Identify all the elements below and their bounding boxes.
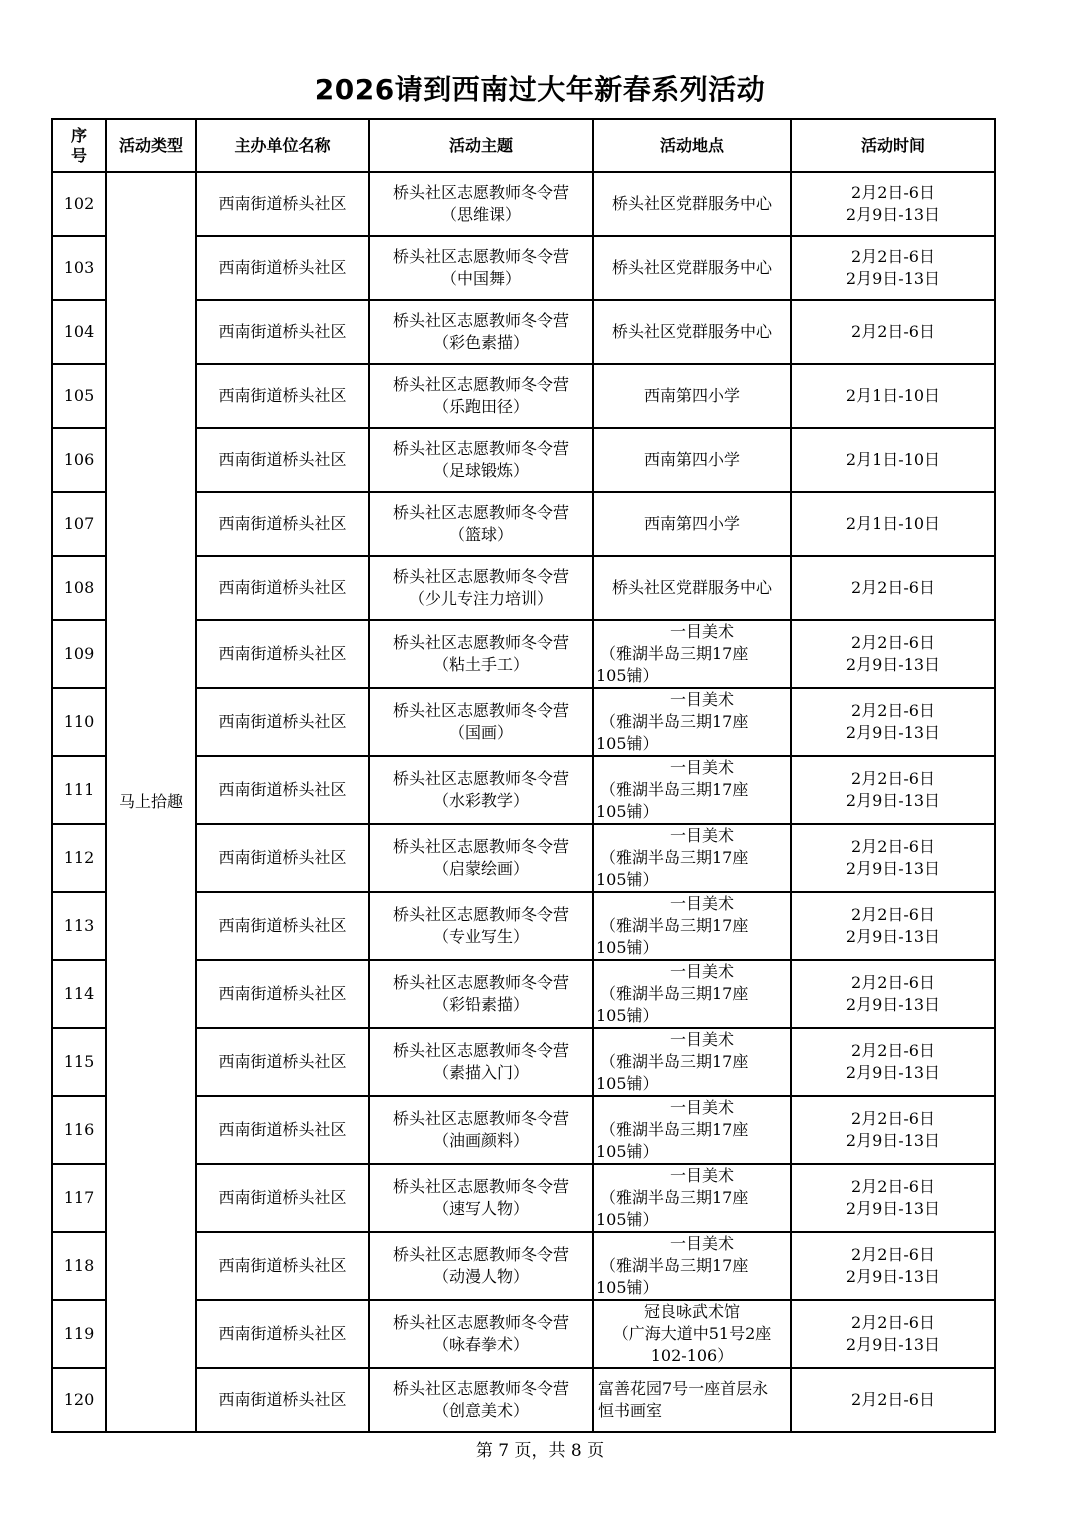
row-number: 113 xyxy=(52,892,106,960)
theme-line-1: 桥头社区志愿教师冬令营 xyxy=(392,567,569,586)
header-time: 活动时间 xyxy=(791,119,995,172)
organizer-cell: 西南街道桥头社区 xyxy=(196,1164,369,1232)
location-line-2: （雅湖半岛三期17座 xyxy=(600,1256,749,1275)
time-cell xyxy=(791,1096,995,1164)
theme-line-1: 桥头社区志愿教师冬令营 xyxy=(392,1313,569,1332)
organizer-cell: 西南街道桥头社区 xyxy=(196,1232,369,1300)
theme-line-1: 桥头社区志愿教师冬令营 xyxy=(392,1109,569,1128)
theme-line-2: （彩铅素描） xyxy=(432,995,529,1014)
time-line-2: 2月9日-13日 xyxy=(845,1199,941,1218)
row-number: 120 xyxy=(52,1368,106,1432)
header-type: 活动类型 xyxy=(106,119,196,172)
time-line-1: 2月1日-10日 xyxy=(845,450,941,469)
location-cell xyxy=(593,172,791,236)
location-line-2: （雅湖半岛三期17座 xyxy=(600,1052,749,1071)
row-number: 108 xyxy=(52,556,106,620)
theme-cell xyxy=(369,1096,593,1164)
time-cell xyxy=(791,756,995,824)
location-cell xyxy=(593,1096,791,1164)
time-cell xyxy=(791,1028,995,1096)
time-line-2: 2月9日-13日 xyxy=(845,205,941,224)
time-cell xyxy=(791,620,995,688)
organizer-cell: 西南街道桥头社区 xyxy=(196,688,369,756)
theme-line-2: （启蒙绘画） xyxy=(432,859,529,878)
location-cell xyxy=(593,960,791,1028)
row-number: 111 xyxy=(52,756,106,824)
location-line-2: （雅湖半岛三期17座 xyxy=(600,644,749,663)
theme-line-1: 桥头社区志愿教师冬令营 xyxy=(392,1245,569,1264)
location-line-1: 一目美术 xyxy=(669,758,734,777)
location-line-1: 西南第四小学 xyxy=(643,450,740,469)
header-seq xyxy=(52,119,106,172)
organizer-cell: 西南街道桥头社区 xyxy=(196,236,369,300)
header-location: 活动地点 xyxy=(593,119,791,172)
table-row xyxy=(52,172,995,236)
location-line-1: 一目美术 xyxy=(669,962,734,981)
time-line-1: 2月2日-6日 xyxy=(851,837,935,856)
theme-line-2: （足球锻炼） xyxy=(432,461,529,480)
organizer-cell: 西南街道桥头社区 xyxy=(196,364,369,428)
organizer-cell: 西南街道桥头社区 xyxy=(196,1300,369,1368)
theme-cell xyxy=(369,364,593,428)
row-number: 109 xyxy=(52,620,106,688)
location-line-1: 富善花园7号一座首层永 xyxy=(598,1379,769,1398)
time-line-1: 2月2日-6日 xyxy=(851,578,935,597)
theme-cell xyxy=(369,620,593,688)
location-cell xyxy=(593,1164,791,1232)
location-line-2: （雅湖半岛三期17座 xyxy=(600,712,749,731)
location-line-3: 105铺） xyxy=(596,938,659,957)
location-cell xyxy=(593,1300,791,1368)
location-cell xyxy=(593,892,791,960)
theme-cell xyxy=(369,1368,593,1432)
time-line-2: 2月9日-13日 xyxy=(845,1335,941,1354)
theme-line-1: 桥头社区志愿教师冬令营 xyxy=(392,183,569,202)
time-line-1: 2月2日-6日 xyxy=(851,769,935,788)
location-cell xyxy=(593,1368,791,1432)
time-cell xyxy=(791,300,995,364)
theme-cell xyxy=(369,428,593,492)
theme-line-2: （水彩教学） xyxy=(432,791,529,810)
location-line-1: 冠良咏武术馆 xyxy=(643,1302,740,1321)
organizer-cell: 西南街道桥头社区 xyxy=(196,556,369,620)
row-number: 105 xyxy=(52,364,106,428)
row-number: 104 xyxy=(52,300,106,364)
time-cell xyxy=(791,364,995,428)
time-line-1: 2月2日-6日 xyxy=(851,1041,935,1060)
theme-cell xyxy=(369,892,593,960)
theme-line-1: 桥头社区志愿教师冬令营 xyxy=(392,633,569,652)
time-cell xyxy=(791,1368,995,1432)
location-line-3: 105铺） xyxy=(596,666,659,685)
location-line-1: 一目美术 xyxy=(669,1234,734,1253)
time-line-1: 2月2日-6日 xyxy=(851,322,935,341)
row-number: 116 xyxy=(52,1096,106,1164)
time-cell xyxy=(791,1164,995,1232)
theme-line-1: 桥头社区志愿教师冬令营 xyxy=(392,375,569,394)
location-line-2: （雅湖半岛三期17座 xyxy=(600,780,749,799)
theme-cell xyxy=(369,556,593,620)
activity-type-cell: 马上拾趣 xyxy=(106,172,196,1432)
row-number: 117 xyxy=(52,1164,106,1232)
row-number: 115 xyxy=(52,1028,106,1096)
time-line-1: 2月2日-6日 xyxy=(851,1109,935,1128)
time-cell xyxy=(791,688,995,756)
location-line-2: （雅湖半岛三期17座 xyxy=(600,848,749,867)
organizer-cell: 西南街道桥头社区 xyxy=(196,428,369,492)
theme-line-2: （少儿专注力培训） xyxy=(408,589,553,608)
location-line-3: 105铺） xyxy=(596,1142,659,1161)
location-line-1: 一目美术 xyxy=(669,894,734,913)
theme-line-2: （油画颜料） xyxy=(432,1131,529,1150)
time-cell xyxy=(791,428,995,492)
location-cell xyxy=(593,1232,791,1300)
location-line-3: 105铺） xyxy=(596,1210,659,1229)
theme-line-1: 桥头社区志愿教师冬令营 xyxy=(392,439,569,458)
time-line-2: 2月9日-13日 xyxy=(845,269,941,288)
header-organizer: 主办单位名称 xyxy=(196,119,369,172)
time-line-1: 2月2日-6日 xyxy=(851,1313,935,1332)
organizer-cell: 西南街道桥头社区 xyxy=(196,492,369,556)
theme-line-2: （中国舞） xyxy=(440,269,521,288)
theme-cell xyxy=(369,688,593,756)
row-number: 110 xyxy=(52,688,106,756)
time-cell xyxy=(791,824,995,892)
theme-cell xyxy=(369,492,593,556)
time-line-2: 2月9日-13日 xyxy=(845,1131,941,1150)
activity-table xyxy=(51,118,996,1433)
time-line-1: 2月2日-6日 xyxy=(851,633,935,652)
time-line-2: 2月9日-13日 xyxy=(845,859,941,878)
location-cell xyxy=(593,620,791,688)
organizer-cell: 西南街道桥头社区 xyxy=(196,1368,369,1432)
theme-cell xyxy=(369,756,593,824)
time-line-2: 2月9日-13日 xyxy=(845,791,941,810)
location-cell xyxy=(593,756,791,824)
time-line-2: 2月9日-13日 xyxy=(845,655,941,674)
organizer-cell: 西南街道桥头社区 xyxy=(196,960,369,1028)
theme-cell xyxy=(369,172,593,236)
time-cell xyxy=(791,1232,995,1300)
organizer-cell: 西南街道桥头社区 xyxy=(196,892,369,960)
location-line-3: 105铺） xyxy=(596,734,659,753)
location-cell xyxy=(593,1028,791,1096)
theme-line-2: （思维课） xyxy=(440,205,521,224)
time-line-2: 2月9日-13日 xyxy=(845,995,941,1014)
time-line-1: 2月2日-6日 xyxy=(851,1390,935,1409)
location-line-2: （雅湖半岛三期17座 xyxy=(600,1188,749,1207)
theme-line-2: （彩色素描） xyxy=(432,333,529,352)
theme-cell xyxy=(369,236,593,300)
location-line-1: 桥头社区党群服务中心 xyxy=(611,322,772,341)
location-line-1: 桥头社区党群服务中心 xyxy=(611,578,772,597)
time-line-2: 2月9日-13日 xyxy=(845,723,941,742)
location-cell xyxy=(593,236,791,300)
location-line-1: 一目美术 xyxy=(669,690,734,709)
theme-cell xyxy=(369,1232,593,1300)
time-line-2: 2月9日-13日 xyxy=(845,927,941,946)
theme-cell xyxy=(369,824,593,892)
theme-cell xyxy=(369,960,593,1028)
time-line-1: 2月2日-6日 xyxy=(851,183,935,202)
theme-line-1: 桥头社区志愿教师冬令营 xyxy=(392,247,569,266)
location-line-1: 桥头社区党群服务中心 xyxy=(611,258,772,277)
location-line-1: 一目美术 xyxy=(669,1030,734,1049)
location-line-3: 102-106） xyxy=(650,1346,734,1365)
time-cell xyxy=(791,960,995,1028)
organizer-cell: 西南街道桥头社区 xyxy=(196,1096,369,1164)
time-line-1: 2月2日-6日 xyxy=(851,1177,935,1196)
row-number: 106 xyxy=(52,428,106,492)
time-line-2: 2月9日-13日 xyxy=(845,1267,941,1286)
time-cell xyxy=(791,172,995,236)
theme-line-1: 桥头社区志愿教师冬令营 xyxy=(392,1177,569,1196)
location-cell xyxy=(593,556,791,620)
theme-line-2: （咏春拳术） xyxy=(432,1335,529,1354)
theme-line-1: 桥头社区志愿教师冬令营 xyxy=(392,837,569,856)
theme-cell xyxy=(369,300,593,364)
time-line-1: 2月2日-6日 xyxy=(851,247,935,266)
theme-line-2: （篮球） xyxy=(448,525,513,544)
theme-line-2: （国画） xyxy=(448,723,513,742)
location-line-3: 105铺） xyxy=(596,802,659,821)
location-line-1: 一目美术 xyxy=(669,622,734,641)
location-line-2: （雅湖半岛三期17座 xyxy=(600,916,749,935)
row-number: 118 xyxy=(52,1232,106,1300)
location-line-2: （雅湖半岛三期17座 xyxy=(600,1120,749,1139)
location-line-1: 一目美术 xyxy=(669,826,734,845)
organizer-cell: 西南街道桥头社区 xyxy=(196,172,369,236)
theme-line-2: （速写人物） xyxy=(432,1199,529,1218)
theme-cell xyxy=(369,1300,593,1368)
theme-line-2: （专业写生） xyxy=(432,927,529,946)
header-seq-line2: 号 xyxy=(70,145,87,165)
table-header-row xyxy=(52,119,995,172)
theme-line-1: 桥头社区志愿教师冬令营 xyxy=(392,503,569,522)
organizer-cell: 西南街道桥头社区 xyxy=(196,1028,369,1096)
organizer-cell: 西南街道桥头社区 xyxy=(196,300,369,364)
location-line-1: 西南第四小学 xyxy=(643,514,740,533)
location-cell xyxy=(593,300,791,364)
location-line-2: （广海大道中51号2座 xyxy=(612,1324,772,1343)
theme-line-1: 桥头社区志愿教师冬令营 xyxy=(392,311,569,330)
theme-line-1: 桥头社区志愿教师冬令营 xyxy=(392,1041,569,1060)
row-number: 119 xyxy=(52,1300,106,1368)
location-line-3: 105铺） xyxy=(596,1006,659,1025)
location-line-1: 桥头社区党群服务中心 xyxy=(611,194,772,213)
time-cell xyxy=(791,492,995,556)
header-theme: 活动主题 xyxy=(369,119,593,172)
location-line-3: 105铺） xyxy=(596,1074,659,1093)
time-cell xyxy=(791,236,995,300)
row-number: 112 xyxy=(52,824,106,892)
row-number: 102 xyxy=(52,172,106,236)
time-line-1: 2月2日-6日 xyxy=(851,905,935,924)
header-seq-line1: 序 xyxy=(70,125,87,145)
location-line-2: （雅湖半岛三期17座 xyxy=(600,984,749,1003)
location-line-1: 一目美术 xyxy=(669,1098,734,1117)
theme-line-1: 桥头社区志愿教师冬令营 xyxy=(392,1379,569,1398)
location-line-3: 105铺） xyxy=(596,1278,659,1297)
theme-line-2: （素描入门） xyxy=(432,1063,529,1082)
page-title: 2026请到西南过大年新春系列活动 xyxy=(314,73,766,106)
theme-cell xyxy=(369,1164,593,1232)
time-line-1: 2月2日-6日 xyxy=(851,973,935,992)
location-cell xyxy=(593,688,791,756)
row-number: 114 xyxy=(52,960,106,1028)
time-line-1: 2月1日-10日 xyxy=(845,514,941,533)
organizer-cell: 西南街道桥头社区 xyxy=(196,756,369,824)
time-line-1: 2月1日-10日 xyxy=(845,386,941,405)
location-cell xyxy=(593,824,791,892)
location-line-2: 恒书画室 xyxy=(598,1401,663,1420)
theme-line-2: （动漫人物） xyxy=(432,1267,529,1286)
theme-cell xyxy=(369,1028,593,1096)
theme-line-2: （乐跑田径） xyxy=(432,397,529,416)
location-cell xyxy=(593,492,791,556)
time-line-1: 2月2日-6日 xyxy=(851,1245,935,1264)
location-line-1: 西南第四小学 xyxy=(643,386,740,405)
time-line-2: 2月9日-13日 xyxy=(845,1063,941,1082)
theme-line-2: （创意美术） xyxy=(432,1401,529,1420)
theme-line-1: 桥头社区志愿教师冬令营 xyxy=(392,973,569,992)
location-cell xyxy=(593,428,791,492)
location-line-3: 105铺） xyxy=(596,870,659,889)
page-footer: 第 7 页，共 8 页 xyxy=(475,1441,605,1461)
location-line-1: 一目美术 xyxy=(669,1166,734,1185)
row-number: 103 xyxy=(52,236,106,300)
theme-line-1: 桥头社区志愿教师冬令营 xyxy=(392,769,569,788)
time-cell xyxy=(791,1300,995,1368)
theme-line-1: 桥头社区志愿教师冬令营 xyxy=(392,905,569,924)
theme-line-2: （粘土手工） xyxy=(432,655,529,674)
organizer-cell: 西南街道桥头社区 xyxy=(196,620,369,688)
time-line-1: 2月2日-6日 xyxy=(851,701,935,720)
time-cell xyxy=(791,892,995,960)
time-cell xyxy=(791,556,995,620)
organizer-cell: 西南街道桥头社区 xyxy=(196,824,369,892)
location-cell xyxy=(593,364,791,428)
theme-line-1: 桥头社区志愿教师冬令营 xyxy=(392,701,569,720)
row-number: 107 xyxy=(52,492,106,556)
